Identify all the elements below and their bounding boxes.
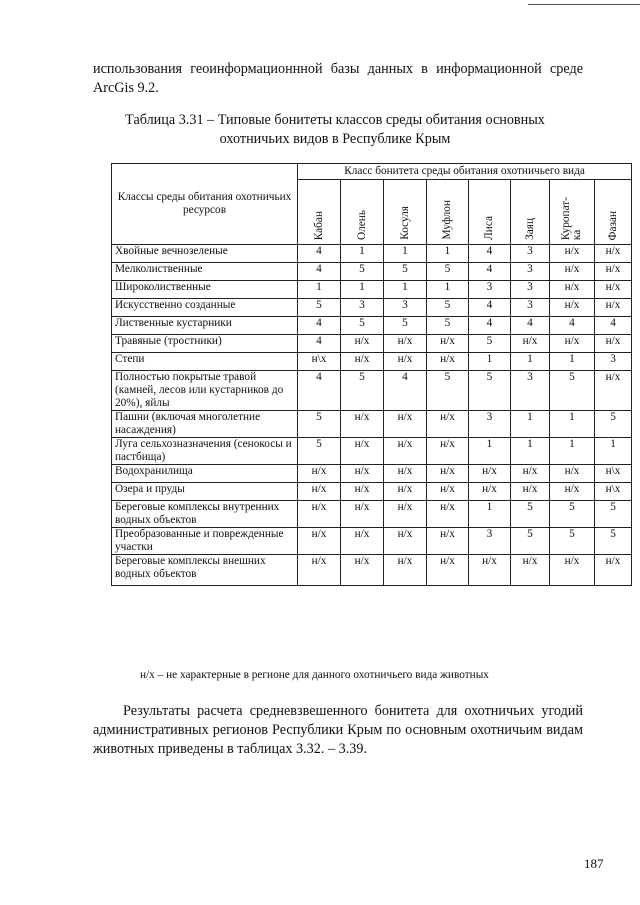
bonitet-value: 3 (469, 411, 511, 438)
bonitet-value: 5 (427, 299, 469, 317)
bonitet-value: 5 (298, 299, 341, 317)
bonitet-value: н/х (298, 465, 341, 483)
bonitet-value: н/х (341, 335, 384, 353)
bonitet-value: 1 (427, 281, 469, 299)
bonitet-value: 4 (298, 263, 341, 281)
bonitet-value: н/х (384, 483, 427, 501)
bonitet-value: н/х (550, 281, 595, 299)
intro-paragraph: использования геоинформационнной базы данных в информационной среде ArcGis 9.2. (93, 61, 583, 96)
column-header (550, 180, 595, 245)
bonitet-value: 5 (427, 371, 469, 411)
column-header-label: Заяц (523, 218, 536, 240)
bonitet-value: н/х (427, 411, 469, 438)
column-header-label: Фазан (606, 210, 619, 240)
bonitet-value: н/х (511, 335, 550, 353)
top-rule (528, 4, 640, 5)
bonitet-value: н/х (384, 555, 427, 586)
bonitet-value: н/х (341, 528, 384, 555)
bonitet-value: н/х (341, 438, 384, 465)
column-header (427, 180, 469, 245)
bonitet-value: 4 (595, 317, 632, 335)
bonitet-value: 3 (469, 281, 511, 299)
column-header-label: Косуля (398, 206, 411, 240)
bonitet-value: 4 (298, 317, 341, 335)
habitat-class-name: Водохранилища (112, 465, 298, 483)
column-header (595, 180, 632, 245)
bonitet-value: 5 (469, 371, 511, 411)
bonitet-value: 5 (384, 263, 427, 281)
bonitet-value: 5 (427, 317, 469, 335)
column-header-label: Куропат- ка (560, 196, 583, 240)
bonitet-value: 4 (469, 299, 511, 317)
bonitet-value: 1 (511, 438, 550, 465)
habitat-class-name: Лиственные кустарники (112, 317, 298, 335)
bonitet-value: 3 (511, 263, 550, 281)
bonitet-value: н/х (469, 555, 511, 586)
table-row (112, 501, 632, 528)
table-row (112, 555, 632, 586)
habitat-class-name: Береговые комплексы внутренних водных объектов (112, 501, 298, 528)
bonitet-value: 5 (427, 263, 469, 281)
bonitet-value: н/х (384, 335, 427, 353)
bonitet-value: н/х (511, 555, 550, 586)
table-caption: Таблица 3.31 – Типовые бонитеты классов среды обитания основных охотничьих видов в Республике Крым (125, 112, 545, 147)
column-header (298, 180, 341, 245)
habitat-class-name: Береговые комплексы внешних водных объектов (112, 555, 298, 586)
habitat-class-name: Озера и пруды (112, 483, 298, 501)
habitat-class-name: Степи (112, 353, 298, 371)
bonitet-value: 1 (341, 281, 384, 299)
bonitet-value: 4 (298, 245, 341, 263)
bonitet-value: н/х (550, 465, 595, 483)
bonitet-value: н/х (550, 483, 595, 501)
bonitet-value: 5 (298, 411, 341, 438)
bonitet-value: н/х (427, 353, 469, 371)
table-row (112, 483, 632, 501)
bonitet-value: н/х (469, 483, 511, 501)
bonitet-value: 5 (511, 501, 550, 528)
column-header (469, 180, 511, 245)
bonitet-value: 4 (384, 371, 427, 411)
habitat-class-name: Мелколиственные (112, 263, 298, 281)
bonitet-value: н\х (595, 465, 632, 483)
bonitet-value: н/х (384, 465, 427, 483)
bonitet-value: н/х (595, 371, 632, 411)
table-row (112, 281, 632, 299)
bonitet-value: н/х (384, 353, 427, 371)
bonitet-value: 5 (595, 411, 632, 438)
bonitet-value: 3 (341, 299, 384, 317)
bonitet-value: 1 (550, 411, 595, 438)
bonitet-value: н/х (384, 501, 427, 528)
bonitet-value: 5 (341, 317, 384, 335)
bonitet-value: н/х (550, 263, 595, 281)
group-header: Класс бонитета среды обитания охотничьего вида (298, 164, 632, 180)
bonitet-value: 5 (550, 501, 595, 528)
habitat-class-name: Травяные (тростники) (112, 335, 298, 353)
bonitet-value: 1 (511, 411, 550, 438)
habitat-class-name: Искусственно созданные (112, 299, 298, 317)
table-row (112, 465, 632, 483)
bonitet-value: 5 (341, 371, 384, 411)
bonitet-value: н/х (384, 411, 427, 438)
bonitet-value: 5 (341, 263, 384, 281)
bonitet-value: 4 (298, 335, 341, 353)
bonitet-value: н/х (511, 465, 550, 483)
table-row (112, 335, 632, 353)
table-row (112, 263, 632, 281)
bonitet-value: н/х (427, 528, 469, 555)
bonitet-value: н/х (550, 299, 595, 317)
bonitet-value: н/х (511, 483, 550, 501)
table-row (112, 528, 632, 555)
bonitet-value: н/х (595, 335, 632, 353)
column-header-label: Олень (355, 209, 368, 240)
column-header (341, 180, 384, 245)
habitat-class-name: Полностью покрытые травой (камней, лесов или кустарников до 20%), яйлы (112, 371, 298, 411)
bonitet-value: н/х (595, 263, 632, 281)
bonitet-value: 1 (384, 245, 427, 263)
bonitet-value: н/х (427, 438, 469, 465)
bonitet-value: н/х (298, 483, 341, 501)
habitat-class-name: Широколиственные (112, 281, 298, 299)
column-header (511, 180, 550, 245)
bonitet-value: 1 (469, 501, 511, 528)
bonitet-value: 1 (511, 353, 550, 371)
bonitet-value: н/х (469, 465, 511, 483)
column-header-label: Лиса (483, 216, 495, 240)
bonitet-value: 5 (469, 335, 511, 353)
bonitet-value: 1 (550, 438, 595, 465)
bonitet-value: н/х (427, 465, 469, 483)
bonitet-value: н/х (427, 483, 469, 501)
bonitet-value: 5 (511, 528, 550, 555)
table-row (112, 299, 632, 317)
bonitet-value: н/х (341, 555, 384, 586)
table-row (112, 438, 632, 465)
bonitet-value: н/х (298, 528, 341, 555)
bonitet-value: 3 (384, 299, 427, 317)
bonitet-value: 3 (595, 353, 632, 371)
column-header (384, 180, 427, 245)
corner-header: Классы среды обитания охотничьих ресурсов (112, 164, 298, 245)
bonitet-value: н/х (595, 299, 632, 317)
bonitet-value: 5 (595, 501, 632, 528)
table-row (112, 371, 632, 411)
habitat-class-name: Преобразованные и поврежденные участки (112, 528, 298, 555)
bonitet-value: 5 (384, 317, 427, 335)
bonitet-value: н/х (595, 555, 632, 586)
bonitet-value: н/х (384, 528, 427, 555)
bonitet-value: н/х (298, 555, 341, 586)
habitat-class-name: Пашни (включая многолетние насаждения) (112, 411, 298, 438)
bonitet-value: 4 (469, 263, 511, 281)
bonitet-value: 5 (550, 371, 595, 411)
column-header-label: Кабан (312, 210, 325, 240)
bonitet-value: 5 (298, 438, 341, 465)
footnote: н/х – не характерные в регионе для данного охотничьего вида животных (140, 669, 489, 681)
bonitet-value: н/х (341, 411, 384, 438)
bonitet-value: 4 (469, 245, 511, 263)
bonitet-value: 1 (298, 281, 341, 299)
habitat-class-name: Луга сельхозназначения (сенокосы и пастбища) (112, 438, 298, 465)
table-row (112, 317, 632, 335)
bonitet-value: 5 (595, 528, 632, 555)
table-row (112, 353, 632, 371)
bonitet-value: н/х (341, 465, 384, 483)
bonitet-value: 5 (550, 528, 595, 555)
bonitet-value: 3 (511, 245, 550, 263)
bonitet-value: н/х (341, 483, 384, 501)
bonitet-value: 1 (595, 438, 632, 465)
habitat-class-name: Хвойные вечнозеленые (112, 245, 298, 263)
bonitet-value: 3 (511, 371, 550, 411)
bonitet-value: 3 (511, 281, 550, 299)
table-row (112, 411, 632, 438)
bonitet-value: 1 (427, 245, 469, 263)
bonitet-value: н/х (341, 501, 384, 528)
bonitet-value: н/х (595, 245, 632, 263)
result-paragraph: Результаты расчета средневзвешенного бонитета для охотничьих угодий административных регионов Республики Крым по основным охотничьим видам животных приведены в таблицах 3.32. – 3.39. (93, 703, 583, 757)
bonitet-value: н/х (550, 245, 595, 263)
bonitet-value: 4 (511, 317, 550, 335)
bonitet-value: н/х (427, 335, 469, 353)
bonitet-value: н/х (341, 353, 384, 371)
bonitet-value: н/х (298, 501, 341, 528)
bonitet-value: 4 (469, 317, 511, 335)
bonitet-value: 4 (298, 371, 341, 411)
column-header-label: Муфлон (441, 200, 453, 240)
bonitet-value: 3 (511, 299, 550, 317)
bonitet-value: н/х (550, 555, 595, 586)
bonitet-table (111, 163, 632, 586)
bonitet-value: н\х (595, 483, 632, 501)
bonitet-value: 4 (550, 317, 595, 335)
bonitet-value: н/х (550, 335, 595, 353)
bonitet-value: н/х (595, 281, 632, 299)
bonitet-value: 1 (550, 353, 595, 371)
bonitet-value: 1 (384, 281, 427, 299)
bonitet-value: 3 (469, 528, 511, 555)
page-number: 187 (584, 856, 604, 871)
bonitet-value: 1 (469, 438, 511, 465)
bonitet-value: н\х (298, 353, 341, 371)
bonitet-value: 1 (469, 353, 511, 371)
bonitet-value: н/х (384, 438, 427, 465)
bonitet-value: 1 (341, 245, 384, 263)
bonitet-value: н/х (427, 555, 469, 586)
bonitet-value: н/х (427, 501, 469, 528)
table-row (112, 245, 632, 263)
